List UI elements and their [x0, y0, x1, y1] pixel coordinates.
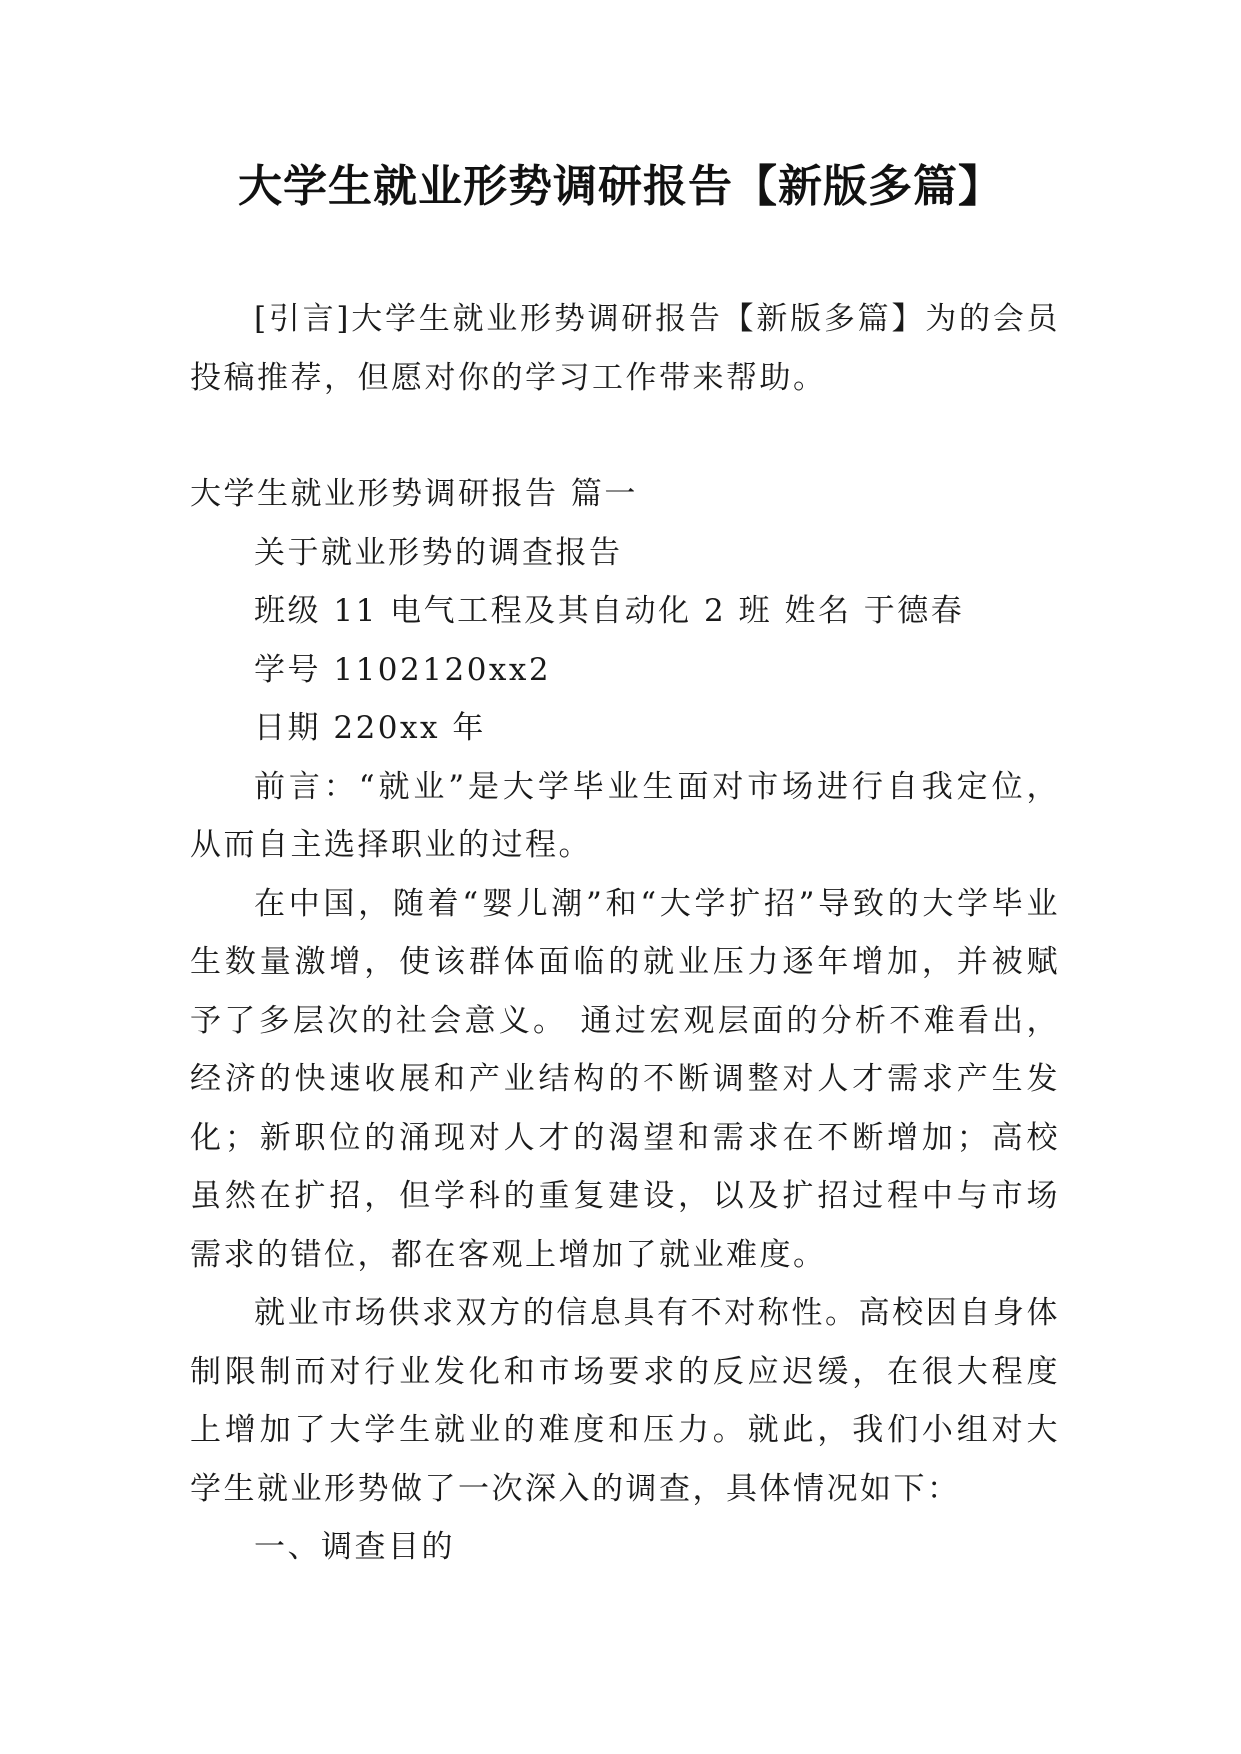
- document-body: [190, 290, 1060, 1577]
- section-heading: 大学生就业形势调研报告 篇一: [190, 476, 638, 512]
- body-paragraph-1: 在中国，随着“婴儿潮”和“大学扩招”导致的大学毕业生数量激增，使该群体面临的就业压力逐年增加，并被赋予了多层次的社会意义。 通过宏观层面的分析不难看出，经济的快速收展和产业结构的不断调整对人才需求产生发化；新职位的涌现对人才的渴望和需求在不断增加；高校虽然在扩招，但学科的重复建设，以及扩招过程中与市场需求的错位，都在客观上增加了就业难度。: [190, 885, 1060, 1273]
- body-paragraph-2: 就业市场供求双方的信息具有不对称性。高校因自身体制限制而对行业发化和市场要求的反应迟缓，在很大程度上增加了大学生就业的难度和压力。就此，我们小组对大学生就业形势做了一次深入的调查，具体情况如下：: [190, 1295, 1060, 1507]
- report-title: 关于就业形势的调查报告: [254, 534, 623, 571]
- intro-paragraph: [引言]大学生就业形势调研报告【新版多篇】为的会员投稿推荐，但愿对你的学习工作带来帮助。: [190, 301, 1060, 396]
- report-date: 日期 220xx 年: [254, 710, 486, 746]
- class-info: 班级 11 电气工程及其自动化 2 班 姓名 于德春: [254, 593, 965, 629]
- preface-paragraph: 前言：“就业”是大学毕业生面对市场进行自我定位，从而自主选择职业的过程。: [190, 768, 1060, 863]
- document-title: 大学生就业形势调研报告【新版多篇】: [238, 161, 1003, 212]
- section-one-heading: 一、调查目的: [254, 1529, 455, 1565]
- student-id: 学号 1102120xx2: [254, 651, 552, 688]
